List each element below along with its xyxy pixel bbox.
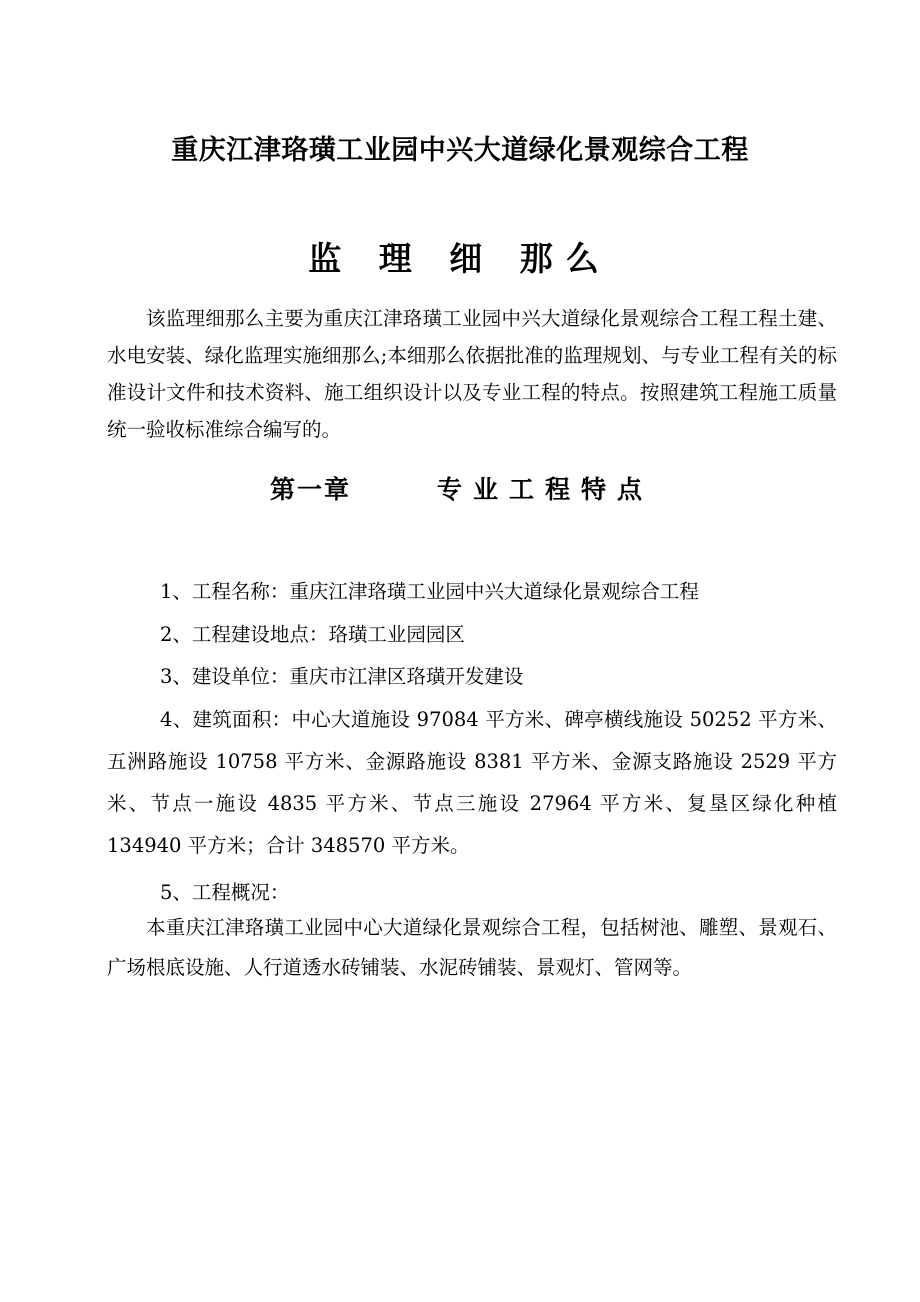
chapter-number: 第一章	[270, 475, 352, 504]
item-overview-body: 本重庆江津珞璜工业园中心大道绿化景观综合工程，包括树池、雕塑、景观石、广场根底设施、人行道透水砖铺装、水泥砖铺装、景观灯、管网等。	[107, 916, 837, 979]
item-owner: 3、建设单位：重庆市江津区珞璜开发建设	[160, 665, 524, 688]
document-subtitle: 监 理 细 那么	[308, 239, 612, 278]
item-overview-heading: 5、工程概况：	[160, 881, 290, 904]
document-title: 重庆江津珞璜工业园中兴大道绿化景观综合工程	[171, 135, 749, 166]
chapter-heading	[0, 468, 920, 512]
item-area: 4、建筑面积：中心大道施设 97084 平方米、碑亭横线施设 50252 平方米、五洲路施设 10758 平方米、金源路施设 8381 平方米、金源支路施设 2529 平方米、节点一施设 4835 平方米、节点三施设 27964 平方米、复垦区绿化种植 134940 平方米；合计 348570 平方米。	[107, 708, 837, 857]
chapter-name: 专业工程特点	[437, 475, 654, 504]
intro-paragraph: 该监理细那么主要为重庆江津珞璜工业园中兴大道绿化景观综合工程工程土建、水电安装、绿化监理实施细那么;本细那么依据批准的监理规划、与专业工程有关的标准设计文件和技术资料、施工组织设计以及专业工程的特点。按照建筑工程施工质量统一验收标准综合编写的。	[107, 307, 837, 441]
item-project-name: 1、工程名称：重庆江津珞璜工业园中兴大道绿化景观综合工程	[160, 580, 699, 603]
item-location: 2、工程建设地点：珞璜工业园园区	[160, 623, 465, 646]
